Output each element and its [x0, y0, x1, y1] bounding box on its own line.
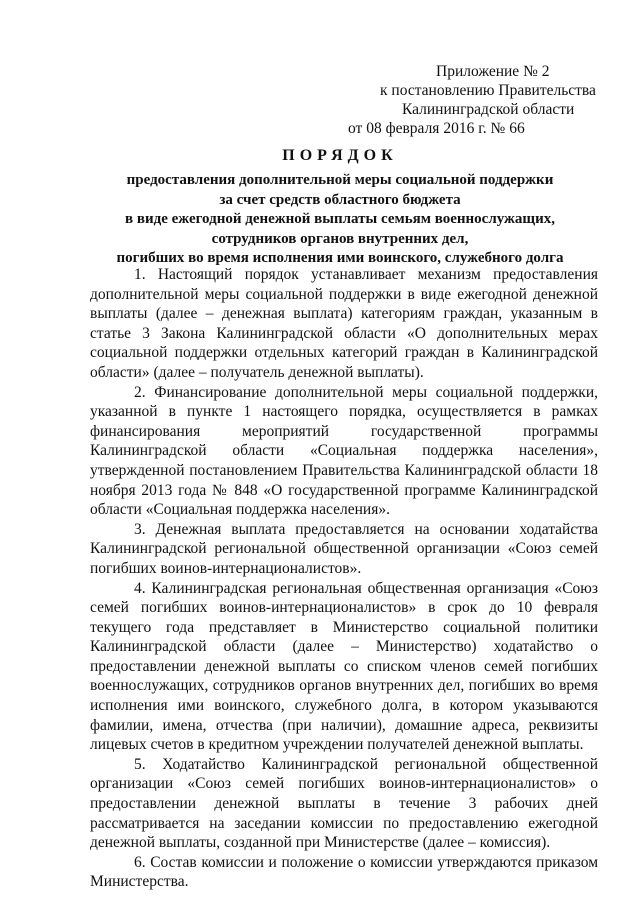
appendix-number: Приложение № 2 — [436, 63, 550, 80]
appendix-date-number: от 08 февраля 2016 г. № 66 — [348, 120, 525, 137]
paragraph-1: 1. Настоящий порядок устанавливает механизм предоставления дополнительной меры социальной поддержки в виде ежегодной денежной выплаты (далее – денежная выплата) категориям граждан, указанным в статье 3 Закона Калининградской области «О дополнительных мерах социальной поддержки отдельных категорий граждан в Калининградской области» (далее – получатель денежной выплаты). — [90, 266, 598, 381]
appendix-header — [340, 62, 610, 138]
paragraph-3: 3. Денежная выплата предоставляется на основании ходатайства Калининградской региональной общественной организации «Союз семей погибших воинов-интернационалистов». — [90, 520, 598, 577]
document-body — [90, 265, 598, 892]
title-subtitle-line: погибших во время исполнения ими воинского, служебного долга — [116, 250, 564, 266]
document-title-block — [80, 146, 600, 269]
paragraph-5: 5. Ходатайство Калининградской региональной общественной организации «Союз семей погибших воинов-интернационалистов» о предоставлении денежной выплаты в течение 3 рабочих дней рассматривается на заседании комиссии по предоставлению ежегодной денежной выплаты, созданной при Министерстве (далее – комиссия). — [90, 755, 598, 852]
title-subtitle-line: в виде ежегодной денежной выплаты семьям военнослужащих, — [125, 211, 555, 227]
title-subtitle-line: предоставления дополнительной меры социальной поддержки — [126, 172, 554, 188]
title-subtitle-line: за счет средств областного бюджета — [219, 191, 461, 208]
appendix-reference: к постановлению Правительства — [380, 82, 596, 99]
paragraph-2: 2. Финансирование дополнительной меры социальной поддержки, указанной в пункте 1 настоящего порядка, осуществляется в рамках финансирования мероприятий государственной программы Калининградской области «Социальная поддержка населения», утвержденной постановлением Правительства Калининградской области 18 ноября 2013 года № 848 «О государственной программе Калининградской области «Социальная поддержка населения». — [90, 383, 598, 519]
paragraph-4: 4. Калининградская региональная общественная организация «Союз семей погибших воинов-интернационалистов» в срок до 10 февраля текущего года представляет в Министерство социальной политики Калининградской области (далее – Министерство) ходатайство о предоставлении денежной выплаты со списком членов семей погибших военнослужащих, сотрудников органов внутренних дел, погибших во время исполнения ими воинского, служебного долга, в котором указываются фамилии, имена, отчества (при наличии), домашние адреса, реквизиты лицевых счетов в кредитном учреждении получателей денежной выплаты. — [90, 579, 598, 754]
title-subtitle-line: сотрудников органов внутренних дел, — [211, 230, 469, 247]
document-title: ПОРЯДОК — [282, 147, 398, 164]
paragraph-6: 6. Состав комиссии и положение о комиссии утверждаются приказом Министерства. — [90, 853, 598, 891]
appendix-region: Калининградской области — [402, 101, 575, 118]
